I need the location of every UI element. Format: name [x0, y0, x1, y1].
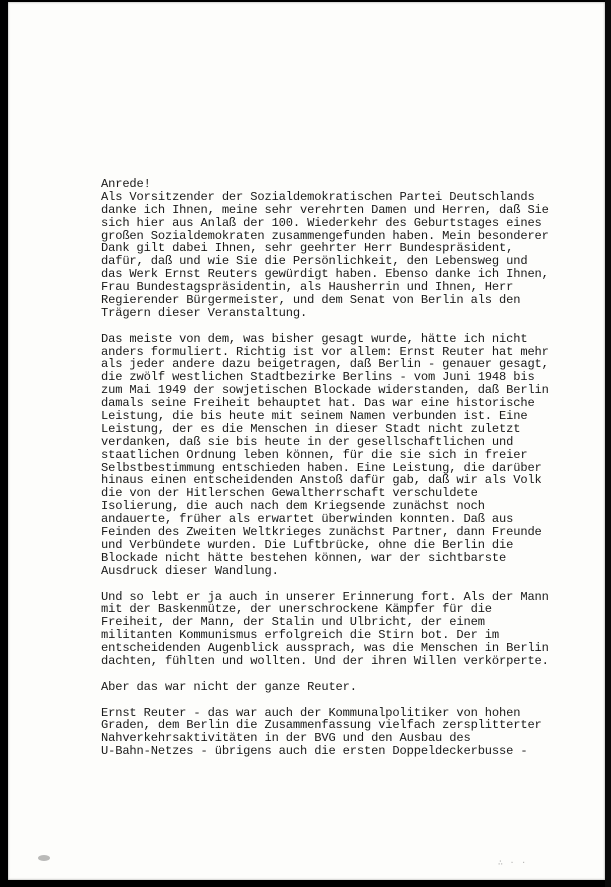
text-line: verdanken, daß sie bis heute in der gesellschaftlichen und	[101, 434, 514, 449]
text-line: und Verbündete wurden. Die Luftbrücke, ohne die Berlin die	[101, 537, 514, 552]
scan-footer-noise: ∴ · ·	[498, 858, 528, 867]
text-line: die von der Hitlerschen Gewaltherrschaft verschuldete	[101, 486, 478, 501]
text-line: U-Bahn-Netzes - übrigens auch die ersten Doppeldeckerbusse -	[101, 744, 528, 759]
paragraph-gap	[101, 578, 571, 591]
text-line: zum Mai 1949 der sowjetischen Blockade widerstanden, daß Berlin	[101, 383, 549, 398]
text-line: Ausdruck dieser Wandlung.	[101, 563, 279, 578]
text-line: sich hier aus Anlaß der 100. Wiederkehr des Geburtstages eines	[101, 215, 542, 230]
text-line: als jeder andere dazu beigetragen, daß Berlin - genauer gesagt,	[101, 357, 549, 372]
text-line: entscheidenden Augenblick aussprach, was die Menschen in Berlin	[101, 641, 549, 656]
speech-text-body	[101, 178, 571, 758]
scan-smudge-mark	[38, 855, 50, 861]
text-line: danke ich Ihnen, meine sehr verehrten Damen und Herren, daß Sie	[101, 202, 549, 217]
text-line: dafür, daß und wie Sie die Persönlichkeit, den Lebensweg und	[101, 254, 528, 269]
text-line: Selbstbestimmung entschieden haben. Eine Leistung, die darüber	[101, 460, 542, 475]
text-line: Isolierung, die auch nach dem Kriegsende zunächst noch	[101, 499, 485, 514]
document-page	[8, 2, 605, 880]
text-line: die zwölf westlichen Stadtbezirke Berlins - vom Juni 1948 bis	[101, 370, 535, 385]
text-line: das Werk Ernst Reuters gewürdigt haben. Ebenso danke ich Ihnen,	[101, 267, 549, 282]
text-line: Regierender Bürgermeister, und dem Senat von Berlin als den	[101, 293, 521, 308]
text-line: großen Sozialdemokraten zusammengefunden haben. Mein besonderer	[101, 228, 549, 243]
text-line: Frau Bundestagspräsidentin, als Hausherrin und Ihnen, Herr	[101, 280, 514, 295]
text-line: Aber das war nicht der ganze Reuter.	[101, 679, 357, 694]
text-line: staatlichen Ordnung leben können, für die sie sich in freier	[101, 447, 528, 462]
text-line: militanten Kommunismus erfolgreich die Stirn bot. Der im	[101, 628, 500, 643]
text-line: dachten, fühlten und wollten. Und der ihren Willen verkörperte.	[101, 653, 549, 668]
scan-right-border	[605, 0, 611, 887]
text-line: mit der Baskenmütze, der unerschrockene Kämpfer für die	[101, 602, 492, 617]
text-line: Anrede!	[101, 177, 151, 191]
text-line: Das meiste von dem, was bisher gesagt wurde, hätte ich nicht	[101, 331, 528, 346]
text-line: hinaus einen entscheidenden Anstoß dafür gab, daß wir als Volk	[101, 473, 542, 488]
text-line: Leistung, der es die Menschen in dieser Stadt nicht zuletzt	[101, 421, 521, 436]
text-line: damals seine Freiheit behauptet hat. Das war eine historische	[101, 396, 535, 411]
text-line: Nahverkehrsaktivitäten in der BVG und den Ausbau des	[101, 731, 471, 746]
text-line: Dank gilt dabei Ihnen, sehr geehrter Herr Bundespräsident,	[101, 241, 514, 256]
text-line: Und so lebt er ja auch in unserer Erinnerung fort. Als der Mann	[101, 589, 549, 604]
text-line: Blockade nicht hätte bestehen können, war der sichtbarste	[101, 550, 507, 565]
text-line: andauerte, früher als erwartet überwinden konnten. Daß aus	[101, 512, 514, 527]
paragraph-gap	[101, 668, 571, 681]
paragraph-gap	[101, 694, 571, 707]
text-line: anders formuliert. Richtig ist vor allem: Ernst Reuter hat mehr	[101, 344, 549, 359]
text-line: Ernst Reuter - das war auch der Kommunalpolitiker von hohen	[101, 705, 521, 720]
text-line: Freiheit, der Mann, der Stalin und Ulbricht, der einem	[101, 615, 485, 630]
text-line: Trägern dieser Veranstaltung.	[101, 305, 308, 320]
text-line: Feinden des Zweiten Weltkrieges zunächst Partner, dann Freunde	[101, 525, 542, 540]
text-line: Leistung, die bis heute mit seinem Namen verbunden ist. Eine	[101, 409, 528, 424]
paragraph-gap	[101, 320, 571, 333]
text-line: Als Vorsitzender der Sozialdemokratischen Partei Deutschlands	[101, 189, 535, 204]
text-line: Graden, dem Berlin die Zusammenfassung vielfach zersplitterter	[101, 718, 542, 733]
